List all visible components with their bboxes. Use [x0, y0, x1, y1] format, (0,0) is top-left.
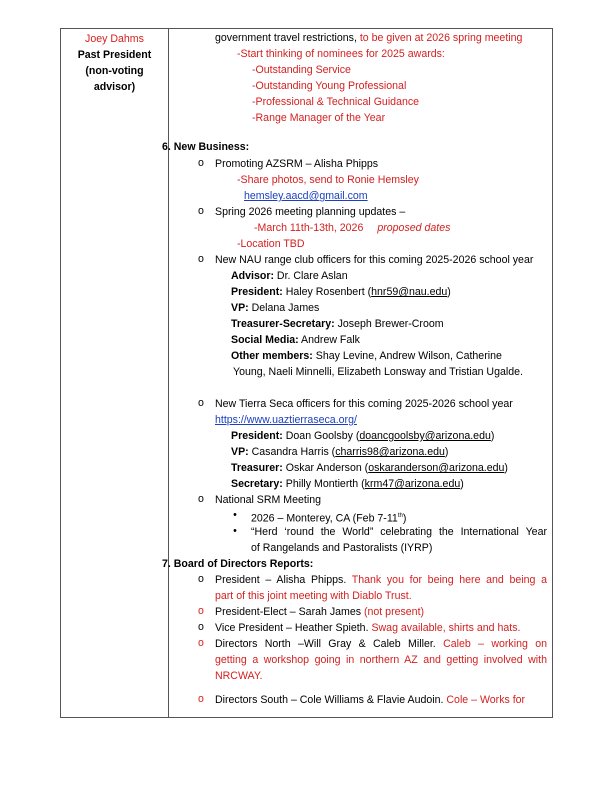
circle-bullet-icon: o — [198, 493, 204, 505]
circle-bullet-icon: o — [198, 157, 204, 169]
email-link[interactable]: charris98@arizona.edu — [335, 446, 445, 458]
text: Delana James — [248, 302, 320, 314]
text: ) — [490, 430, 495, 442]
officer-line — [231, 461, 508, 476]
left-cell — [61, 31, 168, 95]
superscript: th — [397, 513, 403, 519]
officer-line — [231, 445, 448, 460]
text: Doan Goolsby ( — [282, 430, 360, 442]
officer-line — [231, 285, 451, 300]
list-item: Spring 2026 meeting planning updates – — [215, 206, 406, 218]
text: Cole – Works for — [443, 694, 526, 706]
officer-name: Joey Dahms — [85, 33, 144, 45]
text: proposed dates — [377, 222, 451, 234]
sub-item: of Rangelands and Pastoralists (IYRP) — [251, 542, 433, 554]
label: VP: — [231, 446, 249, 458]
text: Thank you for being here and being a — [346, 574, 547, 586]
text: ) — [460, 478, 464, 490]
item-note: part of this joint meeting with Diablo Trust. — [215, 590, 412, 602]
list-item: New Tierra Seca officers for this coming 2025-2026 school year — [215, 398, 513, 410]
dot-bullet-icon: • — [233, 525, 237, 537]
dot-bullet-icon: • — [233, 509, 237, 521]
text: ) — [444, 446, 449, 458]
text: Oskar Anderson ( — [282, 462, 369, 474]
item-note: NRCWAY. — [215, 670, 263, 682]
text: Andrew Falk — [298, 334, 360, 346]
list-item: National SRM Meeting — [215, 494, 321, 506]
circle-bullet-icon: o — [198, 621, 204, 633]
text: 2026 – Monterey, CA (Feb 7-11 — [251, 512, 398, 525]
text: President – Alisha Phipps. — [215, 574, 347, 586]
award-item: -Outstanding Young Professional — [252, 80, 407, 92]
label: Other members: — [231, 350, 313, 362]
section-heading: 7. Board of Directors Reports: — [162, 558, 314, 570]
text: Directors North –Will Gray & Caleb Miller. — [215, 638, 436, 650]
label: VP: — [231, 302, 249, 314]
label: Social Media: — [231, 334, 299, 346]
award-item: -Range Manager of the Year — [252, 112, 386, 124]
text: Directors South – Cole Williams & Flavie Audoin. — [215, 694, 444, 706]
officer-line — [231, 429, 494, 444]
circle-bullet-icon: o — [198, 205, 204, 217]
text: (not present) — [361, 606, 425, 618]
circle-bullet-icon: o — [198, 573, 204, 585]
label: Treasurer-Secretary: — [231, 318, 335, 330]
list-item — [215, 605, 424, 620]
label: President: — [231, 286, 283, 298]
column-divider — [168, 29, 169, 717]
award-item: -Professional & Technical Guidance — [252, 96, 420, 108]
text: Vice President – Heather Spieth. — [215, 622, 369, 634]
officer-note: (non-voting — [85, 65, 144, 77]
list-item: New NAU range club officers for this coming 2025-2026 school year — [215, 254, 534, 266]
officer-line — [231, 317, 444, 332]
text: Casandra Harris ( — [248, 446, 336, 458]
awards-nominees: -Start thinking of nominees for 2025 awards: — [237, 48, 445, 60]
awards-line — [215, 31, 522, 46]
circle-bullet-icon: o — [198, 253, 204, 265]
item-note: -Share photos, send to Ronie Hemsley — [237, 174, 419, 186]
officer-line — [231, 349, 502, 364]
list-item — [215, 573, 547, 588]
text: Caleb – working on — [435, 638, 547, 650]
officer-line: Young, Naeli Minnelli, Elizabeth Lonsway and Tristian Ugalde. — [233, 366, 523, 378]
text: Philly Montierth ( — [282, 478, 365, 490]
list-item — [215, 621, 520, 636]
sub-item: “Herd ‘round the World” celebrating the International Year — [251, 526, 547, 538]
text: Dr. Clare Aslan — [273, 270, 348, 282]
list-item — [215, 637, 547, 652]
item-note — [254, 221, 450, 236]
text: President-Elect – Sarah James — [215, 606, 362, 618]
email-link[interactable]: hemsley.aacd@gmail.com — [244, 190, 368, 202]
text: to be given at 2026 spring meeting — [356, 32, 523, 44]
label: President: — [231, 430, 283, 442]
text: ) — [402, 512, 407, 525]
circle-bullet-icon: o — [198, 693, 204, 705]
text: ) — [447, 286, 451, 298]
officer-line — [231, 477, 464, 492]
email-link[interactable]: krm47@arizona.edu — [364, 478, 461, 490]
text: ) — [504, 462, 508, 474]
sub-item — [251, 509, 406, 527]
item-note: getting a workshop going in northern AZ and getting involved with — [215, 654, 547, 666]
officer-title: Past President — [77, 49, 152, 61]
text: Joseph Brewer-Croom — [334, 318, 444, 330]
email-link[interactable]: hnr59@nau.edu — [371, 286, 448, 298]
email-link[interactable]: oskaranderson@arizona.edu — [368, 462, 505, 474]
circle-bullet-icon: o — [198, 605, 204, 617]
officer-line — [231, 301, 319, 316]
label: Treasurer: — [231, 462, 283, 474]
officer-line — [231, 269, 348, 284]
website-link[interactable]: https://www.uaztierraseca.org/ — [215, 414, 357, 426]
text: Haley Rosenbert ( — [282, 286, 372, 298]
email-link[interactable]: doancgoolsby@arizona.edu — [359, 430, 491, 442]
item-note: -Location TBD — [237, 238, 305, 250]
circle-bullet-icon: o — [198, 397, 204, 409]
text: Swag available, shirts and hats. — [368, 622, 521, 634]
award-item: -Outstanding Service — [252, 64, 351, 76]
list-item — [215, 693, 525, 708]
circle-bullet-icon: o — [198, 637, 204, 649]
section-heading: 6. New Business: — [162, 141, 250, 153]
label: Advisor: — [231, 270, 274, 282]
text: Shay Levine, Andrew Wilson, Catherine — [312, 350, 502, 362]
text: -March 11th-13th, 2026 — [254, 222, 364, 234]
officer-line — [231, 333, 360, 348]
text: government travel restrictions, — [215, 32, 357, 44]
label: Secretary: — [231, 478, 283, 490]
list-item: Promoting AZSRM – Alisha Phipps — [215, 158, 379, 170]
officer-note: advisor) — [93, 81, 136, 93]
